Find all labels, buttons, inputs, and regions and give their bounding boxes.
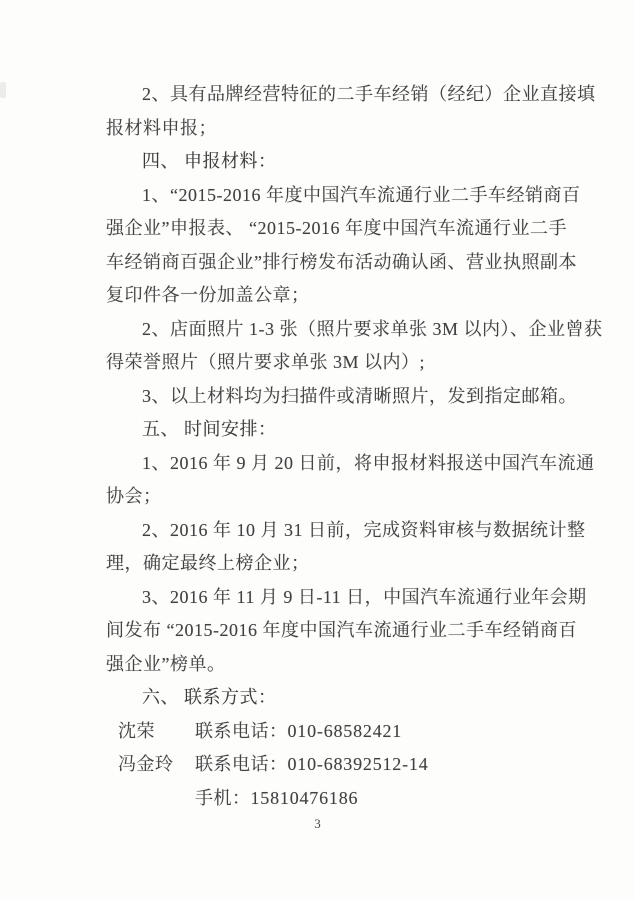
section-heading: 四、 申报材料： bbox=[142, 151, 277, 171]
contact-phone-label: 联系电话： bbox=[195, 720, 288, 741]
text-line: 1、2016 年 9 月 20 日前，将申报材料报送中国汽车流通 bbox=[142, 452, 595, 473]
contact-name: 冯金玲 bbox=[118, 754, 174, 774]
contact-phone-label: 手机： bbox=[195, 787, 251, 808]
contact-row bbox=[106, 715, 568, 749]
document-lines bbox=[106, 78, 603, 715]
text-line: 2、具有品牌经营特征的二手车经销（经纪）企业直接填 bbox=[142, 84, 596, 104]
text-line: 2、2016 年 10 月 31 日前，完成资料审核与数据统计整 bbox=[142, 519, 586, 540]
contact-phone-number: 15810476186 bbox=[250, 787, 359, 808]
text-line: 3、以上材料均为扫描件或清晰照片，发到指定邮箱。 bbox=[142, 385, 577, 406]
contact-phone-number: 010-68582421 bbox=[287, 720, 403, 741]
text-line: 理，确定最终上榜企业； bbox=[106, 553, 310, 573]
section-heading: 六、 联系方式： bbox=[142, 687, 277, 707]
text-line: 强企业”榜单。 bbox=[106, 653, 226, 674]
page-number: 3 bbox=[314, 816, 321, 831]
contact-name: 沈荣 bbox=[118, 720, 155, 741]
contact-row bbox=[106, 782, 568, 816]
text-line: 报材料申报； bbox=[106, 117, 217, 138]
text-line: 间发布 “2015-2016 年度中国汽车流通行业二手车经销商百 bbox=[106, 620, 577, 640]
contact-row bbox=[106, 748, 568, 782]
text-line: 协会； bbox=[106, 486, 162, 506]
text-line: 复印件各一份加盖公章； bbox=[106, 285, 310, 305]
text-line: 2、店面照片 1-3 张（照片要求单张 3M 以内）、企业曾获 bbox=[142, 318, 603, 339]
text-line: 车经销商百强企业”排行榜发布活动确认函、营业执照副本 bbox=[106, 251, 577, 272]
document-body bbox=[106, 78, 603, 815]
text-line: 3、2016 年 11 月 9 日-11 日，中国汽车流通行业年会期 bbox=[142, 586, 587, 607]
section-heading: 五、 时间安排： bbox=[142, 419, 277, 439]
text-line: 1、“2015-2016 年度中国汽车流通行业二手车经销商百 bbox=[142, 184, 581, 205]
contact-list bbox=[106, 715, 568, 816]
contact-phone-number: 010-68392512-14 bbox=[287, 754, 429, 774]
scan-artifact bbox=[0, 82, 6, 98]
contact-name bbox=[106, 782, 195, 816]
contact-phone-label: 联系电话： bbox=[195, 754, 288, 774]
text-line: 得荣誉照片（照片要求单张 3M 以内）; bbox=[106, 352, 426, 372]
text-line: 强企业”申报表、 “2015-2016 年度中国汽车流通行业二手 bbox=[106, 218, 567, 238]
